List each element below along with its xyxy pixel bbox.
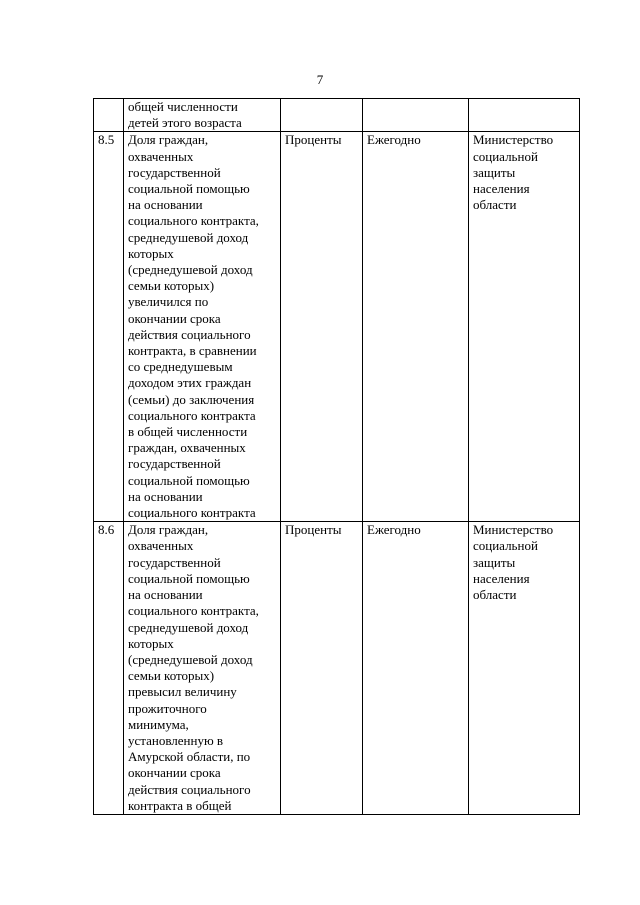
row-number-cell: 8.6 [94,522,124,815]
table-row [94,99,580,132]
unit-cell: Проценты [281,132,363,522]
row-number-cell: 8.5 [94,132,124,522]
indicator-description-cell: Доля граждан, охваченных государственной социальной помощью на основании социального контракта, среднедушевой доход которых (среднедушевой доход семьи которых) увеличился по окончании срока действия социального контракта, в сравнении со среднедушевым доходом этих граждан (семьи) до заключения социального контракта в общей численности граждан, охваченных государственной социальной помощью на основании социального контракта [124,132,281,522]
indicators-table [93,98,580,815]
row-number-cell [94,99,124,132]
responsible-cell [469,99,580,132]
table-row [94,522,580,815]
period-cell: Ежегодно [363,132,469,522]
responsible-cell: Министерство социальной защиты населения области [469,132,580,522]
unit-cell [281,99,363,132]
responsible-cell: Министерство социальной защиты населения области [469,522,580,815]
period-cell [363,99,469,132]
indicator-description-cell: Доля граждан, охваченных государственной социальной помощью на основании социального контракта, среднедушевой доход которых (среднедушевой доход семьи которых) превысил величину прожиточного минимума, установленную в Амурской области, по окончании срока действия социального контракта в общей [124,522,281,815]
unit-cell: Проценты [281,522,363,815]
page-number: 7 [316,72,324,87]
period-cell: Ежегодно [363,522,469,815]
indicator-description-cell: общей численности детей этого возраста [124,99,281,132]
table-row [94,132,580,522]
